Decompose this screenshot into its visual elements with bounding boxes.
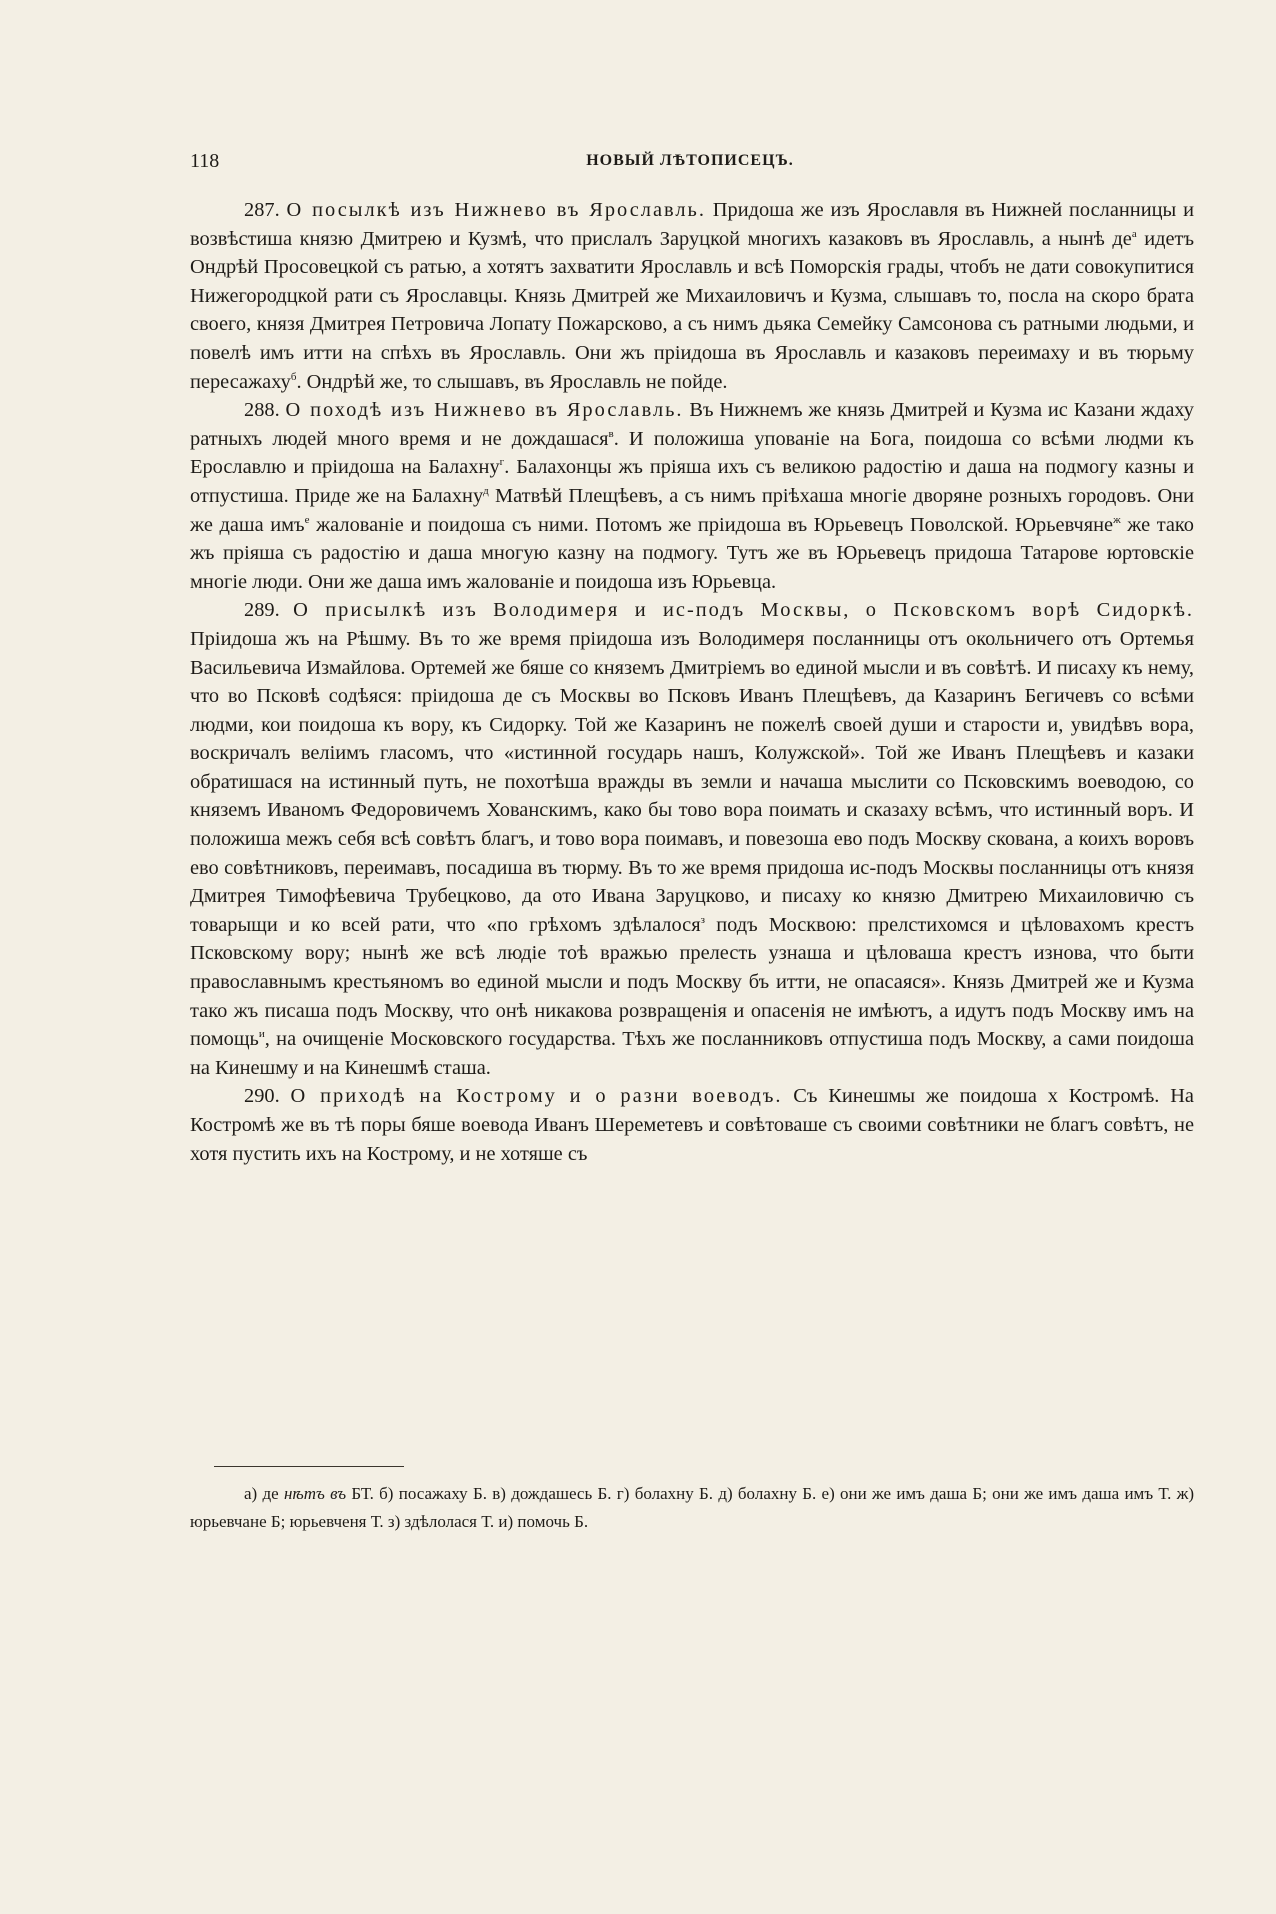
paragraph-290 — [190, 1082, 1194, 1168]
paragraph-heading: О приходѣ на Кострому и о разни воеводъ. — [290, 1085, 783, 1108]
footnote-marker: з — [700, 914, 705, 927]
running-title: НОВЫЙ ЛѢТОПИСЕЦЪ. — [586, 152, 794, 169]
paragraph-text: подъ Москвою: прелстихомся и цѣловахомъ крестъ Псковскому вору; нынѣ же всѣ людіе тоѣ вражью прелесть узнаша и цѣловаша крестъ изнова, что быти православнымъ крестьяномъ во единой мысли и подъ Москву бъ итти, не опасаяся». Князь Дмитрей же и Кузма тако жъ писаша подъ Москву, что онѣ никакова розвращенія и опасенія не имѣютъ, а идутъ подъ Москву имъ на помощь — [190, 913, 1194, 1051]
footnote-marker: е — [304, 513, 310, 526]
main-text — [190, 196, 1194, 1168]
paragraph-number: 288. — [244, 399, 280, 422]
paragraph-288 — [190, 396, 1194, 596]
paragraph-text: идетъ Ондрѣй Просовецкой съ ратью, а хотятъ захватити Ярославль и всѣ Поморскія грады, чтобъ не дати совокупитися Нижегородцкой рати съ Ярославцы. Князь Дмитрей же Михаиловичъ и Кузма, слышавъ то, посла на скоро брата своего, князя Дмитрея Петровича Лопату Пожарсково, а съ нимъ дьяка Семейку Самсонова съ ратными людьми, и повелѣ имъ итти на спѣхъ въ Ярославль. Они жъ пріидоша въ Ярославль и казаковъ переимаху и въ тюрьму пересажаху — [190, 227, 1195, 393]
footnote-marker: и — [258, 1028, 265, 1041]
paragraph-text: . Балахонцы жъ пріяша ихъ съ великою радостію и даша на подмогу казны и отпустиша. Приде же на Балахну — [190, 456, 1194, 507]
paragraph-text: Придоша же изъ Ярославля въ Нижней посланницы и возвѣстиша князю Дмитрею и Кузмѣ, что прислалъ Заруцкой многихъ казаковъ въ Ярославль, а нынѣ де — [190, 199, 1195, 250]
paragraph-text: , на очищеніе Московского государства. Тѣхъ же посланниковъ отпустиша подъ Москву, а сами поидоша на Кинешму и на Кинешмѣ сташа. — [190, 1028, 1194, 1079]
paragraph-287 — [190, 196, 1194, 396]
paragraph-text: жалованіе и поидоша съ ними. Потомъ же пріидоша въ Юрьевецъ Поволской. Юрьевчяне — [309, 513, 1114, 536]
paragraph-text: . Ондрѣй же, то слышавъ, въ Ярославль не пойде. — [296, 370, 728, 393]
page-header — [190, 150, 1190, 180]
paragraph-number: 287. — [244, 199, 280, 221]
paragraph-heading: О посылкѣ изъ Нижнево въ Ярославль. — [286, 199, 706, 221]
paragraph-text: Въ Нижнемъ же князь Дмитрей и Кузма ис Казани ждаху ратныхъ людей много время и не дождашася — [190, 399, 1194, 450]
footnote-divider — [214, 1466, 404, 1467]
paragraph-289 — [190, 596, 1194, 1082]
footnote-italic-text: нѣтъ въ — [283, 1484, 347, 1503]
paragraph-heading: О присылкѣ изъ Володимеря и ис-подъ Москвы, о Псковскомъ ворѣ Сидоркѣ. — [293, 599, 1194, 622]
page-number: 118 — [190, 150, 220, 172]
paragraph-text: же тако жъ пріяша съ радостію и даша многую казну на подмогу. Тутъ же въ Юрьевецъ придоша Татарове юртовскіе многіе люди. Они же даша имъ жалованіе и поидоша изъ Юрьевца. — [190, 513, 1194, 593]
footnote-marker: ж — [1113, 513, 1121, 526]
footnote-marker: в — [608, 427, 614, 440]
footnote-text: а) де — [244, 1484, 284, 1503]
footnote-marker: а — [1131, 227, 1137, 240]
footnotes — [190, 1480, 1194, 1535]
footnote-marker: б — [290, 370, 297, 383]
footnote-marker: г — [499, 456, 505, 469]
paragraph-number: 289. — [244, 599, 280, 622]
paragraph-number: 290. — [244, 1085, 280, 1108]
footnote-marker: д — [483, 485, 489, 498]
paragraph-text: Матвѣй Плещѣевъ, а съ нимъ пріѣхаша многіе дворяне розныхъ городовъ. Они же даша имъ — [190, 484, 1194, 536]
paragraph-text: . И положиша упованіе на Бога, поидоша со всѣми людми къ Ерославлю и пріидоша на Балахну — [190, 427, 1194, 479]
paragraph-text: Съ Кинешмы же поидоша х Костромѣ. На Костромѣ же въ тѣ поры бяше воевода Иванъ Шереметевъ и совѣтоваше съ своими совѣтники не благъ совѣтъ, не хотя пустить ихъ на Кострому, и не хотяше съ — [190, 1085, 1194, 1165]
paragraph-heading: О походѣ изъ Нижнево въ Ярославль. — [285, 399, 684, 422]
footnote-text: БТ. б) посажаху Б. в) дождашесь Б. г) болахну Б. д) болахну Б. е) они же имъ даша Б; они же имъ даша имъ Т. ж) юрьевчане Б; юрьевченя Т. з) здѣлолася Т. и) помочь Б. — [190, 1484, 1195, 1531]
paragraph-text: Пріидоша жъ на Рѣшму. Въ то же время пріидоша изъ Володимеря посланницы отъ окольничего отъ Ортемья Васильевича Измайлова. Ортемей же бяше со княземъ Дмитріемъ во единой мысли и въ совѣтѣ. И писаху къ нему, что во Псковѣ содѣяся: пріидоша де съ Москвы во Псковъ Иванъ Плещѣевъ, да Казаринъ Бегичевъ со всѣми людми, кои поидоша къ вору, къ Сидорку. Той же Казаринъ не пожелѣ своей души и старости и, увидѣвъ вора, воскричалъ веліимъ гласомъ, что «истинной государь нашъ, Колужской». Той же Иванъ Плещѣевъ и казаки обратишася на истинный путь, не похотѣша вражды въ земли и начаша мыслити со Псковскимъ воеводою, со княземъ Иваномъ Федоровичемъ Хованскимъ, како бы тово вора поимать и сказаху всѣмъ, что истинный воръ. И положиша межъ себя всѣ совѣтъ благъ, и тово вора поимавъ, и повезоша ево подъ Москву скована, а коихъ воровъ ево совѣтниковъ, переимавъ, посадиша въ тюрму. Въ то же время придоша ис-подъ Москвы посланницы отъ князя Дмитрея Тимофѣевича Трубецково, да ото Ивана Заруцково, и писаху ко князю Дмитрею Михаиловичю съ товарыщи и ко всей рати, что «по грѣхомъ здѣлалося — [190, 627, 1194, 936]
